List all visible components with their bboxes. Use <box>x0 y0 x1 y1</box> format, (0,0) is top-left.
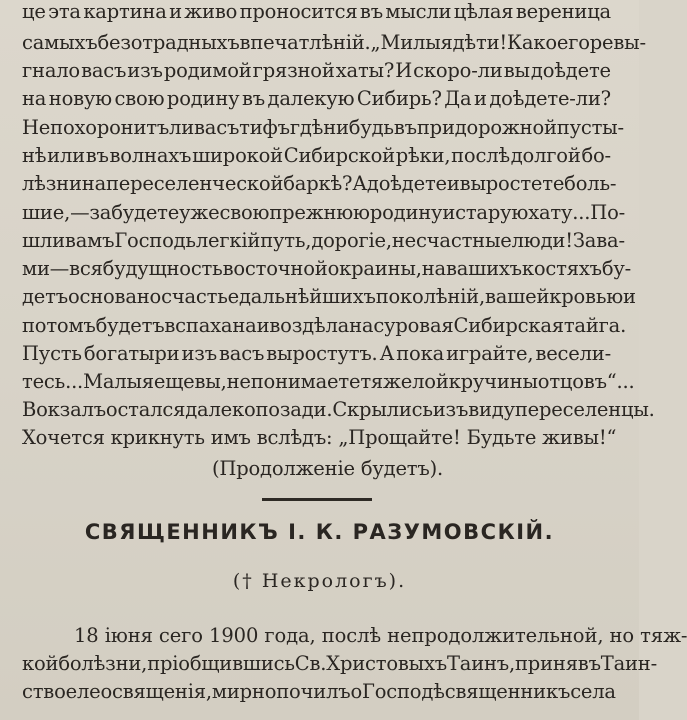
word: легкій <box>195 229 261 252</box>
word: кой <box>22 652 59 675</box>
word: доѣдете <box>366 172 447 195</box>
word: въ <box>393 116 417 139</box>
word: хаты? <box>335 59 395 82</box>
word: переселенческой <box>106 172 284 195</box>
word: доѣдете <box>530 59 611 82</box>
article-line-14 <box>0 368 639 396</box>
word: на <box>81 172 107 195</box>
word: новую <box>48 87 112 110</box>
word: дѣти! <box>452 31 508 54</box>
word: А <box>352 172 367 195</box>
word: священникъ <box>444 680 571 703</box>
word: тесь... <box>22 370 84 393</box>
article-line-16: Хочется крикнуть имъ вслѣдъ: „Прощайте! Будьте живы!“ <box>22 426 617 449</box>
word: И <box>395 59 413 82</box>
word: выростете <box>459 172 565 195</box>
word: и <box>446 172 460 195</box>
article-line-15 <box>0 396 655 424</box>
word: шли <box>22 229 65 252</box>
word: шие,—забудете <box>22 201 180 224</box>
word: живо <box>184 0 238 23</box>
article-line-9 <box>0 227 639 255</box>
word: воздѣлана <box>269 314 374 337</box>
article-line-4 <box>0 85 639 113</box>
word: пусты- <box>556 116 624 139</box>
word: родину <box>369 201 443 224</box>
word: остался <box>105 398 186 421</box>
word: Пусть <box>22 342 82 365</box>
word: вереница <box>515 0 611 23</box>
word: дальнѣйшихъ <box>239 285 376 308</box>
word: бу- <box>601 257 632 280</box>
word: хату... <box>528 201 591 224</box>
word: проносится <box>239 0 358 23</box>
word: лѣзни <box>22 172 82 195</box>
word: въ <box>241 87 265 110</box>
word: пока <box>396 342 445 365</box>
word: похоронитъ <box>50 116 170 139</box>
word: будущность <box>102 257 223 280</box>
word: люди! <box>511 229 573 252</box>
word: понимаете <box>250 370 361 393</box>
word: тифъ <box>239 116 290 139</box>
word: васъ <box>81 59 127 82</box>
obituary-subtitle: († Некрологъ). <box>232 570 407 592</box>
word: изъ <box>181 342 217 365</box>
word: вы- <box>613 31 646 54</box>
word: отцовъ“... <box>537 370 635 393</box>
word: мирно <box>211 680 277 703</box>
word: далеко <box>185 398 256 421</box>
word: изъ <box>432 398 469 421</box>
word: путь, <box>260 229 312 252</box>
word: будетъ <box>95 314 165 337</box>
word: суровая <box>373 314 454 337</box>
word: эта <box>48 0 81 23</box>
word: Сибирь? <box>356 87 442 110</box>
word: Сибирской <box>283 144 395 167</box>
word: придорожной <box>416 116 557 139</box>
obituary-line-3 <box>0 678 639 706</box>
word: села <box>570 680 616 703</box>
word: Не <box>22 116 51 139</box>
word: вы <box>503 59 530 82</box>
word: елеосвященія, <box>65 680 212 703</box>
word: поколѣній, <box>375 285 485 308</box>
word: виду <box>468 398 515 421</box>
word: Св. <box>294 652 327 675</box>
word: родимой <box>163 59 252 82</box>
word: или <box>47 144 85 167</box>
word: и <box>473 87 487 110</box>
word: вашихъ <box>445 257 522 280</box>
word: долгой <box>510 144 581 167</box>
word: въ <box>359 0 383 23</box>
word: боль- <box>564 172 617 195</box>
word: гдѣ <box>289 116 324 139</box>
article-line-1 <box>0 0 639 26</box>
word: переселенцы. <box>514 398 655 421</box>
word: и <box>623 285 636 308</box>
word: весели- <box>535 342 611 365</box>
word: и <box>442 201 456 224</box>
word: о <box>350 680 363 703</box>
word: По- <box>590 201 626 224</box>
word: родину <box>166 87 240 110</box>
word: потомъ <box>22 314 96 337</box>
word: не <box>226 370 251 393</box>
word: Какое <box>507 31 569 54</box>
word: грязной <box>252 59 335 82</box>
article-line-13 <box>0 340 639 368</box>
word: дорогіе, <box>311 229 392 252</box>
article-line-11 <box>0 283 639 311</box>
word: детъ <box>22 285 68 308</box>
word: доѣдете-ли? <box>489 87 611 110</box>
word: Да <box>444 87 472 110</box>
article-line-8 <box>0 199 639 227</box>
word: Вокзалъ <box>22 398 106 421</box>
word: Малыя <box>83 370 154 393</box>
word: богатыри <box>83 342 180 365</box>
word: Таин- <box>600 652 657 675</box>
word: нѣ <box>22 144 47 167</box>
word: Господь <box>114 229 196 252</box>
word: Христовыхъ <box>326 652 447 675</box>
word: гнало <box>22 59 80 82</box>
obituary-title: СВЯЩЕННИКЪ І. К. РАЗУМОВСКІЙ. <box>84 520 555 544</box>
article-line-7 <box>0 170 639 198</box>
word: восточной <box>222 257 328 280</box>
word: „Милыя <box>370 31 453 54</box>
word: окраины, <box>327 257 422 280</box>
word: болѣзни, <box>58 652 148 675</box>
article-line-3 <box>0 57 639 85</box>
word: рѣки, <box>395 144 451 167</box>
word: васъ <box>194 116 240 139</box>
word: вамъ <box>64 229 115 252</box>
article-line-10 <box>0 255 639 283</box>
article-line-12 <box>0 312 639 340</box>
word: баркѣ? <box>283 172 353 195</box>
word: Господѣ <box>362 680 445 703</box>
word: еще <box>153 370 195 393</box>
word: и <box>169 0 182 23</box>
obituary-line-1: 18 іюня сего 1900 года, послѣ непродолжительной, но тяж- <box>74 624 687 647</box>
obituary-line-2 <box>0 650 657 678</box>
word: самыхъ <box>22 31 98 54</box>
word: ство <box>22 680 66 703</box>
word: костяхъ <box>521 257 602 280</box>
article-line-2 <box>0 29 646 57</box>
word: старую <box>455 201 529 224</box>
word: широкой <box>192 144 283 167</box>
word: впечатлѣній. <box>239 31 371 54</box>
word: цѣлая <box>453 0 514 23</box>
word: свою <box>114 87 165 110</box>
word: це <box>22 0 46 23</box>
word: свою <box>219 201 270 224</box>
word: Таинъ, <box>446 652 516 675</box>
word: принявъ <box>515 652 601 675</box>
word: вспахана <box>164 314 257 337</box>
word: позади. <box>255 398 333 421</box>
word: безотрадныхъ <box>97 31 240 54</box>
word: изъ <box>127 59 163 82</box>
word: и <box>256 314 270 337</box>
section-divider <box>262 498 372 501</box>
word: играйте, <box>446 342 534 365</box>
word: выростутъ. <box>266 342 378 365</box>
word: нибудь <box>323 116 394 139</box>
word: пріобщившись <box>147 652 295 675</box>
article-line-5 <box>0 114 639 142</box>
word: на <box>22 87 47 110</box>
word: ва- <box>596 229 625 252</box>
word: уже <box>179 201 220 224</box>
word: А <box>379 342 395 365</box>
word: кручины <box>448 370 538 393</box>
word: скоро-ли <box>413 59 503 82</box>
word: Скрылись <box>332 398 433 421</box>
word: на <box>421 257 446 280</box>
word: ми—вся <box>22 257 103 280</box>
word: основано <box>67 285 162 308</box>
word: счастье <box>161 285 239 308</box>
word: горе <box>568 31 614 54</box>
word: тайга. <box>563 314 627 337</box>
word: вы, <box>194 370 227 393</box>
word: волнахъ <box>109 144 192 167</box>
article-line-6 <box>0 142 639 170</box>
word: тяжелой <box>360 370 449 393</box>
word: картина <box>83 0 167 23</box>
word: прежнюю <box>269 201 370 224</box>
word: въ <box>85 144 109 167</box>
word: мысли <box>385 0 452 23</box>
word: кровью <box>549 285 624 308</box>
word: Сибирская <box>453 314 564 337</box>
word: вашей <box>484 285 550 308</box>
word: почилъ <box>276 680 351 703</box>
word: несчастные <box>391 229 512 252</box>
word: За <box>572 229 597 252</box>
word: васъ <box>219 342 265 365</box>
word: ли <box>169 116 195 139</box>
continued-note: (Продолженіе будетъ). <box>212 457 443 480</box>
word: бо- <box>581 144 611 167</box>
word: далекую <box>267 87 355 110</box>
word: послѣ <box>451 144 510 167</box>
